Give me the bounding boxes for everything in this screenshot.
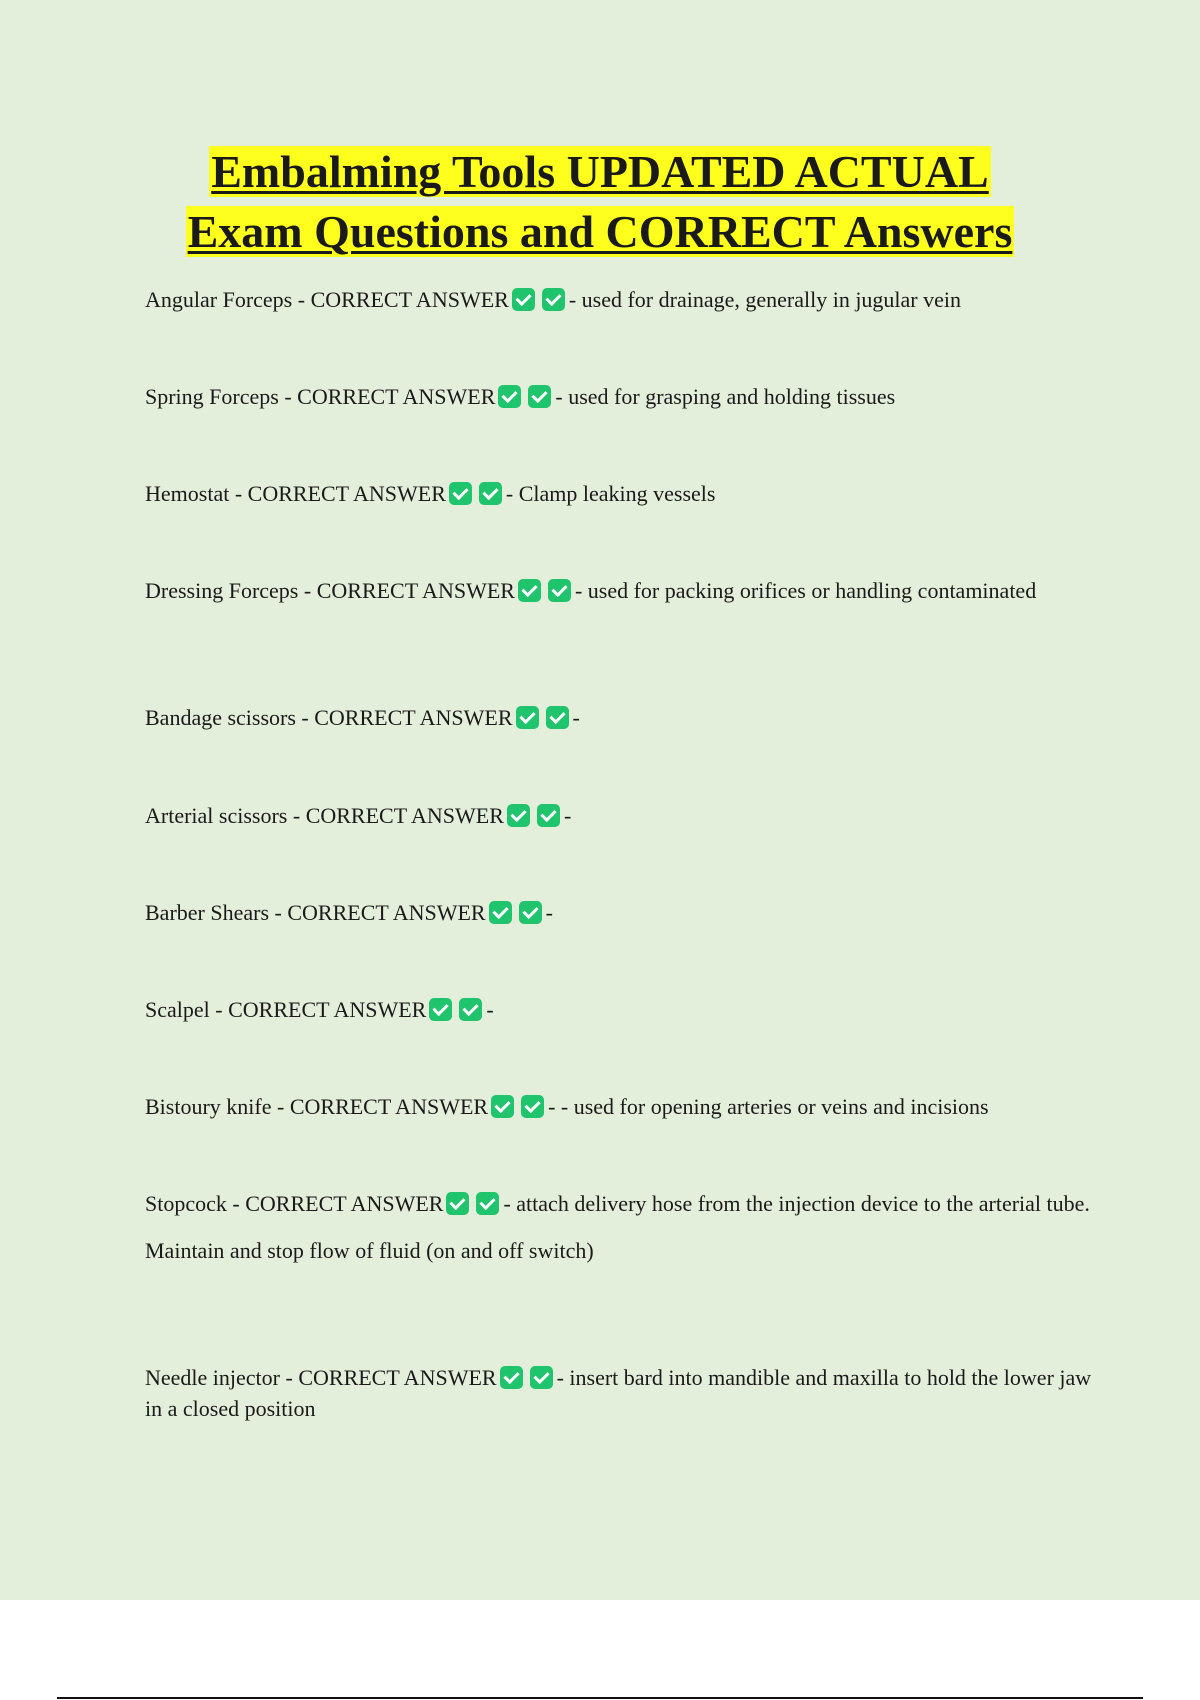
qa-term: Arterial scissors bbox=[145, 803, 288, 828]
check-box-icon bbox=[548, 579, 571, 602]
qa-item: Hemostat - CORRECT ANSWER - Clamp leaking vessels bbox=[145, 481, 716, 506]
qa-answer: - - used for opening arteries or veins and incisions bbox=[548, 1094, 989, 1119]
title-line-1: Embalming Tools UPDATED ACTUAL bbox=[211, 146, 989, 197]
qa-item: Barber Shears - CORRECT ANSWER - bbox=[145, 900, 553, 925]
qa-term: Dressing Forceps bbox=[145, 578, 299, 603]
qa-term: Bandage scissors bbox=[145, 705, 296, 730]
qa-item: Angular Forceps - CORRECT ANSWER - used for drainage, generally in jugular vein bbox=[145, 287, 962, 312]
qa-extra-note: Maintain and stop flow of fluid (on and off switch) bbox=[145, 1238, 594, 1263]
qa-answer: - attach delivery hose from the injection device to the arterial tube. bbox=[503, 1191, 1090, 1216]
title-line-2: Exam Questions and CORRECT Answers bbox=[187, 206, 1013, 257]
qa-term: Spring Forceps bbox=[145, 384, 279, 409]
qa-answer: - bbox=[563, 803, 572, 828]
page-divider bbox=[57, 1697, 1143, 1699]
qa-label: CORRECT ANSWER bbox=[245, 1191, 444, 1216]
qa-answer: - used for packing orifices or handling contaminated bbox=[574, 578, 1037, 603]
check-box-icon bbox=[542, 288, 565, 311]
qa-label: CORRECT ANSWER bbox=[228, 997, 427, 1022]
check-box-icon bbox=[429, 998, 452, 1021]
qa-label: CORRECT ANSWER bbox=[310, 287, 509, 312]
qa-item: Bandage scissors - CORRECT ANSWER - bbox=[145, 705, 580, 730]
check-box-icon bbox=[491, 1095, 514, 1118]
qa-label: CORRECT ANSWER bbox=[289, 1094, 489, 1119]
qa-term: Barber Shears bbox=[145, 900, 270, 925]
check-box-icon bbox=[500, 1366, 523, 1389]
qa-answer: - used for grasping and holding tissues bbox=[555, 384, 896, 409]
qa-answer: - Clamp leaking vessels bbox=[505, 481, 716, 506]
qa-answer: - used for drainage, generally in jugular vein bbox=[568, 287, 962, 312]
qa-item: Bistoury knife - CORRECT ANSWER - - used for opening arteries or veins and incisions bbox=[145, 1094, 989, 1119]
check-box-icon bbox=[489, 901, 512, 924]
qa-label: CORRECT ANSWER bbox=[316, 578, 515, 603]
document-title bbox=[0, 142, 1200, 262]
qa-answer: - bbox=[486, 997, 494, 1022]
qa-label: CORRECT ANSWER bbox=[247, 481, 446, 506]
check-box-icon bbox=[518, 579, 541, 602]
qa-label: CORRECT ANSWER bbox=[297, 384, 496, 409]
qa-label: CORRECT ANSWER bbox=[314, 705, 513, 730]
check-box-icon bbox=[516, 706, 539, 729]
qa-term: Bistoury knife bbox=[145, 1094, 272, 1119]
check-box-icon bbox=[498, 385, 521, 408]
check-box-icon bbox=[519, 901, 542, 924]
check-box-icon bbox=[449, 482, 472, 505]
qa-term: Scalpel bbox=[145, 997, 210, 1022]
check-box-icon bbox=[512, 288, 535, 311]
check-box-icon bbox=[476, 1192, 499, 1215]
check-box-icon bbox=[459, 998, 482, 1021]
qa-item: Stopcock - CORRECT ANSWER - attach delivery hose from the injection device to the arterial tube. Maintain and stop flow of fluid (on and off switch) bbox=[145, 1188, 1095, 1266]
check-box-icon bbox=[530, 1366, 553, 1389]
qa-term: Needle injector bbox=[145, 1365, 280, 1390]
qa-term: Stopcock bbox=[145, 1191, 227, 1216]
qa-term: Hemostat bbox=[145, 481, 230, 506]
qa-label: CORRECT ANSWER bbox=[305, 803, 504, 828]
qa-answer: - bbox=[572, 705, 580, 730]
qa-answer: - bbox=[545, 900, 553, 925]
qa-item: Arterial scissors - CORRECT ANSWER - bbox=[145, 803, 572, 828]
qa-item: Needle injector - CORRECT ANSWER - insert bard into mandible and maxilla to hold the lower jaw in a closed position bbox=[145, 1365, 1092, 1421]
qa-item: Dressing Forceps - CORRECT ANSWER - used for packing orifices or handling contaminated bbox=[145, 578, 1037, 603]
check-box-icon bbox=[521, 1095, 544, 1118]
check-box-icon bbox=[507, 804, 530, 827]
check-box-icon bbox=[537, 804, 560, 827]
check-box-icon bbox=[528, 385, 551, 408]
check-box-icon bbox=[446, 1192, 469, 1215]
qa-label: CORRECT ANSWER bbox=[287, 900, 486, 925]
qa-term: Angular Forceps bbox=[145, 287, 293, 312]
check-box-icon bbox=[546, 706, 569, 729]
check-box-icon bbox=[479, 482, 502, 505]
qa-item: Scalpel - CORRECT ANSWER - bbox=[145, 997, 494, 1022]
qa-label: CORRECT ANSWER bbox=[298, 1365, 497, 1390]
qa-item: Spring Forceps - CORRECT ANSWER - used for grasping and holding tissues bbox=[145, 384, 896, 409]
qa-answer: - insert bard into mandible and maxilla to hold the lower jaw in a closed position bbox=[145, 1365, 1092, 1421]
